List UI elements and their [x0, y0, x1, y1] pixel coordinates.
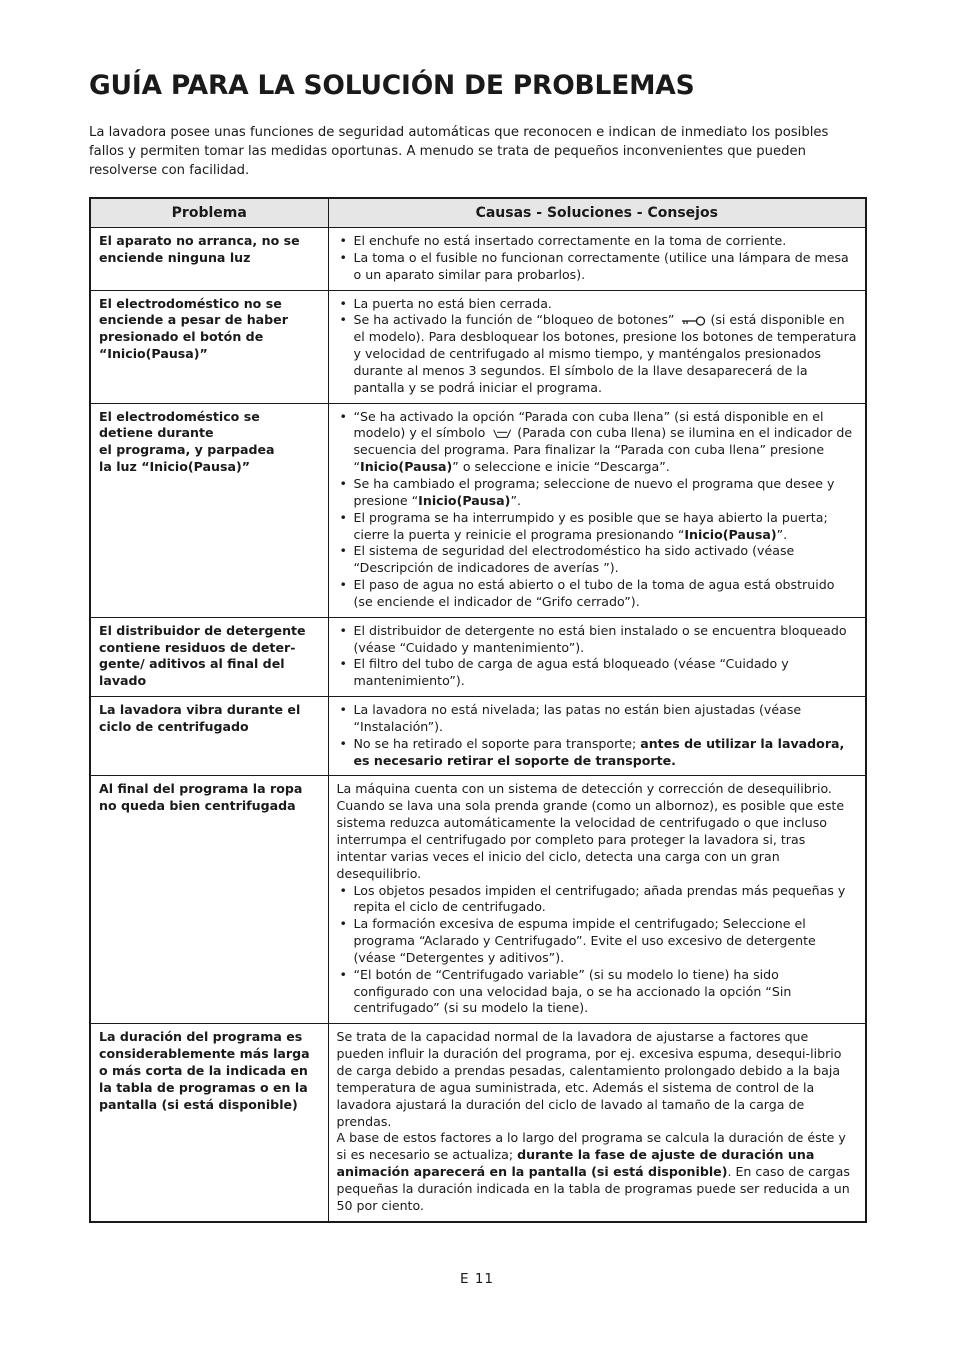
- solution-paragraph: Se trata de la capacidad normal de la lavadora de ajustarse a factores que pueden influir la duración del programa, por ej. excesiva espuma, desequi-librio de carga debido a prendas pesadas, calentamiento prolongado debido a la baja temperatura de agua suministrada, etc. Además el sistema de control de la lavadora ajustará la duración del ciclo de lavado al tamaño de la carga de prendas.: [336, 1029, 842, 1129]
- table-row: [90, 1024, 866, 1222]
- solution-list: [337, 296, 858, 397]
- key-lock-icon: [681, 315, 707, 327]
- header-solutions: Causas - Soluciones - Consejos: [328, 198, 866, 228]
- table-row: [90, 697, 866, 776]
- list-item: • El distribuidor de detergente no está bien instalado o se encuentra bloqueado (véase “Cuidado y mantenimiento”).: [337, 623, 858, 657]
- page-title: GUÍA PARA LA SOLUCIÓN DE PROBLEMAS: [89, 70, 695, 101]
- list-item: • El sistema de seguridad del electrodoméstico ha sido activado (véase “Descripción de indicadores de averías ”).: [337, 543, 858, 577]
- table-header-row: [90, 198, 866, 228]
- problem-cell: Al final del programa la ropa no queda bien centrifugada: [90, 776, 328, 1024]
- solution-cell: [328, 617, 866, 696]
- table-row: [90, 776, 866, 1024]
- problem-cell: El aparato no arranca, no se enciende ninguna luz: [90, 228, 328, 291]
- solution-cell: [328, 228, 866, 291]
- list-item: • Se ha cambiado el programa; seleccione de nuevo el programa que desee y presione “Inicio(Pausa)”.: [337, 476, 858, 510]
- table-row: [90, 228, 866, 291]
- list-item: • Se ha activado la función de “bloqueo de botones” (si está disponible en el modelo). Para desbloquear los botones, presione los botones de temperatura y velocidad de centrifugado al mismo tiempo, y manténgalos presionados durante al menos 3 segundos. El símbolo de la llave desaparecerá de la pantalla y se podrá iniciar el programa.: [337, 312, 858, 396]
- problem-cell: El electrodoméstico se detiene durante el programa, y parpadea la luz “Inicio(Pausa)”: [90, 403, 328, 617]
- table-row: [90, 290, 866, 403]
- list-item: • El filtro del tubo de carga de agua está bloqueado (véase “Cuidado y mantenimiento”).: [337, 656, 858, 690]
- solution-paragraph: A base de estos factores a lo largo del programa se calcula la duración de éste y si es necesario se actualiza; durante la fase de ajuste de duración una animación aparecerá en la pantalla (si está disponible). En caso de cargas pequeñas la duración indicada en la tabla de programas puede ser reducida a un 50 por ciento.: [336, 1130, 850, 1213]
- solution-list: [337, 883, 858, 1018]
- list-item: • El programa se ha interrumpido y es posible que se haya abierto la puerta; cierre la puerta y reinicie el programa presionando “Inicio(Pausa)”.: [337, 510, 858, 544]
- troubleshooting-table: [89, 197, 867, 1223]
- solution-paragraph: La máquina cuenta con un sistema de detección y corrección de desequilibrio. Cuando se lava una sola prenda grande (como un albornoz), es posible que este sistema reduzca automáticamente la velocidad de centrifugado o que incluso interrumpa el centrifugado por completo para proteger la lavadora si, tras intentar varias veces el inicio del ciclo, detecta una carga con un gran desequilibrio.: [336, 781, 845, 881]
- solution-cell: [328, 1024, 866, 1222]
- list-item: • La formación excesiva de espuma impide el centrifugado; Seleccione el programa “Aclarado y Centrifugado”. Evite el uso excesivo de detergente (véase “Detergentes y aditivos”).: [337, 916, 858, 967]
- solution-list: [337, 409, 858, 611]
- list-item: • Los objetos pesados impiden el centrifugado; añada prendas más pequeñas y repita el ciclo de centrifugado.: [337, 883, 858, 917]
- list-item: • “El botón de “Centrifugado variable” (si su modelo lo tiene) ha sido configurado con una velocidad baja, o se ha accionado la opción “Sin centrifugado” (si su modelo la tiene).: [337, 967, 858, 1018]
- intro-paragraph: La lavadora posee unas funciones de seguridad automáticas que reconocen e indican de inmediato los posibles fallos y permiten tomar las medidas oportunas. A menudo se trata de pequeños inconvenientes que pueden resolverse con facilidad.: [89, 125, 829, 178]
- solution-list: [337, 233, 858, 284]
- list-item: • No se ha retirado el soporte para transporte; antes de utilizar la lavadora, es necesario retirar el soporte de transporte.: [337, 736, 858, 770]
- solution-cell: [328, 403, 866, 617]
- solution-cell: [328, 290, 866, 403]
- full-tub-stop-icon: [492, 428, 514, 440]
- page-number: E 11: [460, 1271, 494, 1287]
- list-item: • El enchufe no está insertado correctamente en la toma de corriente.: [337, 233, 858, 250]
- solution-cell: [328, 697, 866, 776]
- solution-list: [337, 702, 858, 769]
- list-item: • La puerta no está bien cerrada.: [337, 296, 858, 313]
- list-item: • “Se ha activado la opción “Parada con cuba llena” (si está disponible en el modelo) y el símbolo (Parada con cuba llena) se ilumina en el indicador de secuencia del programa. Para finalizar la “Parada con cuba llena” presione “Inicio(Pausa)” o seleccione e inicie “Descarga”.: [337, 409, 858, 476]
- list-item: • El paso de agua no está abierto o el tubo de la toma de agua está obstruido (se enciende el indicador de “Grifo cerrado”).: [337, 577, 858, 611]
- list-item: • La toma o el fusible no funcionan correctamente (utilice una lámpara de mesa o un aparato similar para probarlos).: [337, 250, 858, 284]
- problem-cell: La duración del programa es considerablemente más larga o más corta de la indicada en la tabla de programas o en la pantalla (si está disponible): [90, 1024, 328, 1222]
- header-problem: Problema: [90, 198, 328, 228]
- problem-cell: El distribuidor de detergente contiene residuos de deter-gente/ aditivos al final del lavado: [90, 617, 328, 696]
- problem-cell: La lavadora vibra durante el ciclo de centrifugado: [90, 697, 328, 776]
- list-item: • La lavadora no está nivelada; las patas no están bien ajustadas (véase “Instalación”).: [337, 702, 858, 736]
- problem-cell: El electrodoméstico no se enciende a pesar de haber presionado el botón de “Inicio(Pausa)”: [90, 290, 328, 403]
- table-row: [90, 617, 866, 696]
- solution-list: [337, 623, 858, 690]
- solution-cell: [328, 776, 866, 1024]
- table-row: [90, 403, 866, 617]
